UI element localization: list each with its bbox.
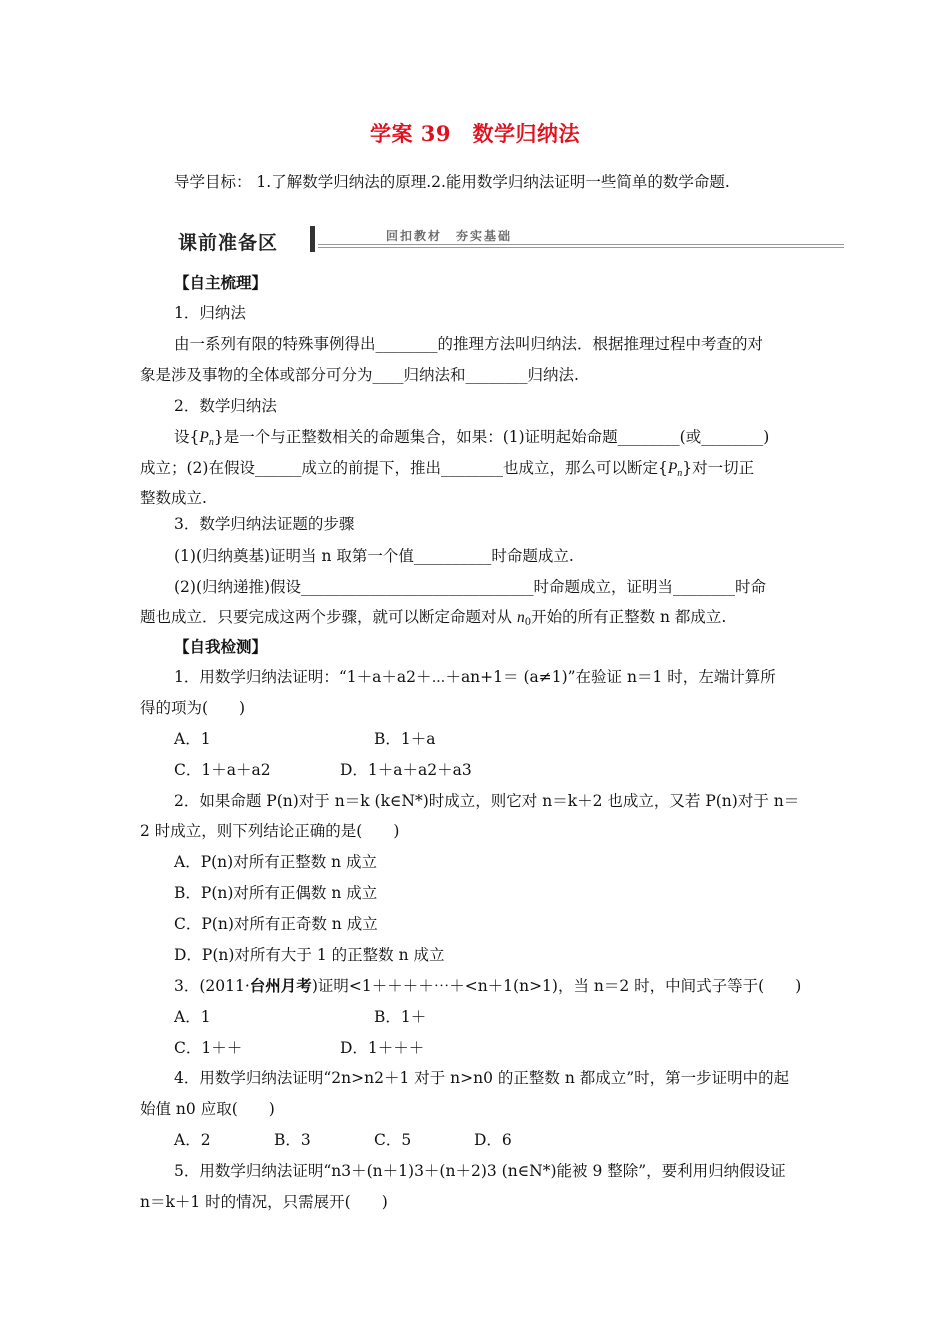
- q1-option-c: C．1＋a＋a2: [174, 761, 271, 779]
- section-self-test: 【自我检测】: [174, 637, 268, 656]
- review-heading-2: 2．数学归纳法: [174, 397, 277, 415]
- text: 3．(2011·: [174, 977, 250, 995]
- q1-line-2: 得的项为( ): [140, 699, 246, 717]
- q4-option-b: B．3: [274, 1131, 311, 1149]
- q3-line-1: [174, 976, 801, 996]
- text: )证明<1＋＋＋＋⋯＋<n＋1(n>1)，当 n＝2 时，中间式子等于( ): [311, 977, 802, 995]
- review-heading-1: 1．归纳法: [174, 304, 246, 322]
- banner-subtitle: 回扣教材 夯实基础: [386, 229, 513, 243]
- review-step-2: (2)(归纳递推)假设______________________________时命题成立，证明当________时命: [174, 578, 767, 596]
- banner-rule: [318, 244, 844, 245]
- q2-option-b: B．P(n)对所有正偶数 n 成立: [174, 884, 378, 902]
- q5-line-2: n＝k＋1 时的情况，只需展开( ): [140, 1193, 388, 1211]
- banner-title: 课前准备区: [178, 232, 279, 254]
- learning-goal: 导学目标： 1.了解数学归纳法的原理.2.能用数学归纳法证明一些简单的数学命题.: [174, 173, 730, 191]
- banner-divider: [310, 226, 315, 252]
- text: 开始的所有正整数 n 都成立.: [531, 608, 727, 626]
- q1-line-1: 1．用数学归纳法证明：“1＋a＋a2＋⋯＋an+1＝ (a≠1)”在验证 n＝1 时，左端计算所: [174, 668, 776, 686]
- text: 题也成立．只要完成这两个步骤，就可以断定命题对从: [140, 608, 517, 626]
- q3-option-a: A．1: [174, 1008, 211, 1026]
- banner-rule-lower: [318, 247, 844, 248]
- q1-option-a: A．1: [174, 730, 211, 748]
- text: }是一个与正整数相关的命题集合，如果：(1)证明起始命题________(或________): [213, 428, 770, 446]
- q3-option-b: B．1＋: [374, 1008, 427, 1026]
- q3-option-d: D．1＋＋＋: [340, 1039, 425, 1057]
- review-para-1a: 由一系列有限的特殊事例得出________的推理方法叫归纳法．根据推理过程中考查的对: [174, 335, 764, 353]
- review-para-2b: 成立；(2)在假设______成立的前提下，推出________也成立，那么可以断定$\{P_n\}$对一切正: [140, 459, 755, 479]
- review-step-1: (1)(归纳奠基)证明当 n 取第一个值__________时命题成立.: [174, 547, 574, 565]
- text: 设{: [174, 428, 200, 446]
- q4-option-a: A．2: [174, 1131, 211, 1149]
- q2-line-2: 2 时成立，则下列结论正确的是( ): [140, 822, 400, 840]
- q4-line-1: 4．用数学归纳法证明“2n>n2＋1 对于 n>n0 的正整数 n 都成立”时，第一步证明中的起: [174, 1069, 790, 1087]
- text: }对一切正: [682, 459, 755, 477]
- q5-line-1: 5．用数学归纳法证明“n3＋(n＋1)3＋(n＋2)3 (n∈N*)能被 9 整除”，要利用归纳假设证: [174, 1162, 786, 1180]
- q2-option-a: A．P(n)对所有正整数 n 成立: [174, 853, 378, 871]
- section-banner: [178, 224, 844, 256]
- q4-option-d: D．6: [474, 1131, 512, 1149]
- q4-option-c: C．5: [374, 1131, 412, 1149]
- review-heading-3: 3．数学归纳法证题的步骤: [174, 515, 355, 533]
- section-self-review: 【自主梳理】: [174, 273, 268, 292]
- q1-option-d: D．1＋a＋a2＋a3: [340, 761, 472, 779]
- q3-source: 台州月考: [249, 976, 312, 995]
- review-para-2c: 整数成立.: [140, 489, 207, 507]
- q1-option-b: B．1＋a: [374, 730, 436, 748]
- q2-line-1: 2．如果命题 P(n)对于 n＝k (k∈N*)时成立，则它对 n＝k＋2 也成立，又若 P(n)对于 n＝: [174, 792, 800, 810]
- review-para-1b: 象是涉及事物的全体或部分可分为____归纳法和________归纳法.: [140, 366, 579, 384]
- q2-option-d: D．P(n)对所有大于 1 的正整数 n 成立: [174, 946, 445, 964]
- text: 成立；(2)在假设______成立的前提下，推出________也成立，那么可以断定{: [140, 459, 668, 477]
- review-step-2-cont: 题也成立．只要完成这两个步骤，就可以断定命题对从 $n_0$开始的所有正整数 n 都成立.: [140, 608, 727, 628]
- q4-line-2: 始值 n0 应取( ): [140, 1100, 275, 1118]
- review-para-2a: 设$\{P_n\}$是一个与正整数相关的命题集合，如果：(1)证明起始命题________(或________): [174, 428, 770, 448]
- page-title: 学案 39 数学归纳法: [369, 121, 581, 146]
- q2-option-c: C．P(n)对所有正奇数 n 成立: [174, 915, 378, 933]
- q3-option-c: C．1＋＋: [174, 1039, 243, 1057]
